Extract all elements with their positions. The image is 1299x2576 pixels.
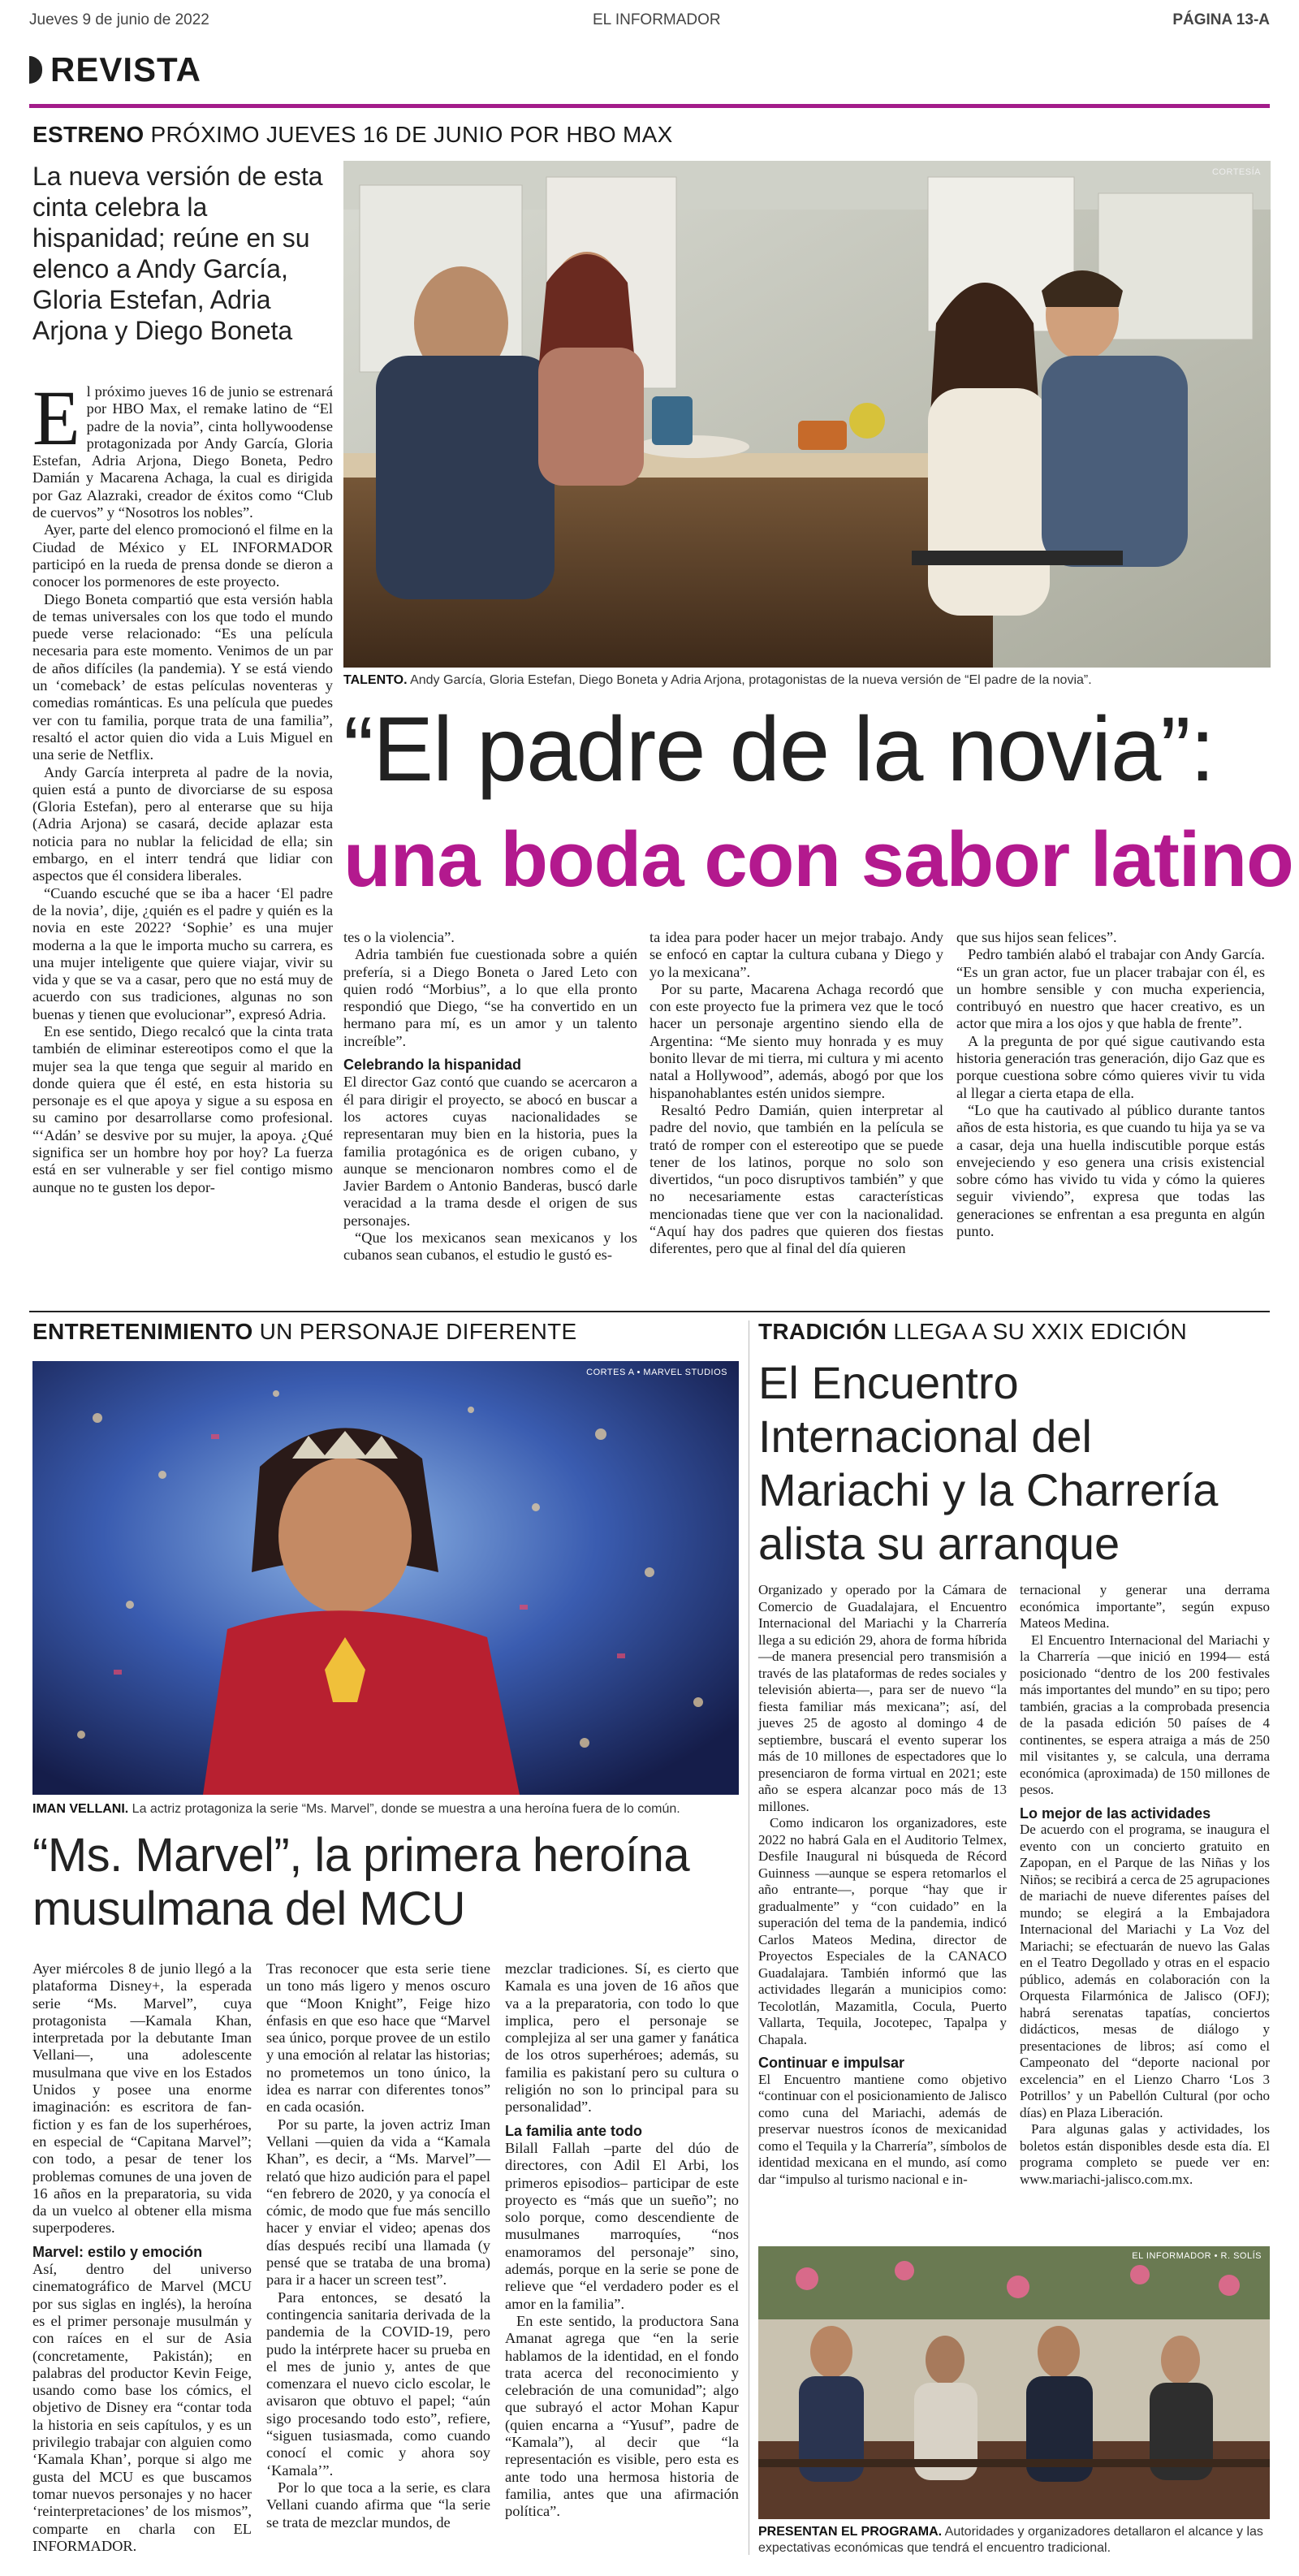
- lead-col4-para-1: Pedro también alabó el trabajar con Andy García. “Es un gran actor, fue un placer trabajar con él, es un hombre sensible y con mucha experiencia, contribuyó en nuestro que hacer creativo, es un actor que mira a los ojos y que habla de frente”.: [956, 946, 1265, 1032]
- lead-column-1: [32, 374, 333, 1196]
- lead-col1-para-5: En ese sentido, Diego recalcó que la cinta trata también de eliminar estereotipos como el que la mujer sea la que tenga que seguir al marido en donde quiera que él esté, en esta historia su personaje es el que apoya y sigue a su esposa en su camino por desarrollarse como profesional. “‘Adán’ se desvive por su mujer, la apoya. ¿Qué significa ser un hombre hoy por hoy? La fuerza está en ser vulnerable y ser fiel contigo mismo aunque no te gusten los depor-: [32, 1022, 333, 1195]
- mariachi-col2-para-1: El Encuentro Internacional del Mariachi y la Charrería —que inició en 1994— está posicionado “dentro de los 200 festivales más importantes del mundo” en su tipo; pero también, gracias a la comprobada presencia de la pasada edición 50 países de 4 continentes, se espera atraiga a más de 250 mil visitantes y, se calcula, una derrama económica (aproximada) de 150 millones de pesos.: [1020, 1632, 1270, 1797]
- marvel-photo-credit: CORTES A • MARVEL STUDIOS: [586, 1368, 727, 1377]
- lead-dropcap: E: [32, 374, 80, 461]
- mariachi-col2b-para-1: Para algunas galas y actividades, los boletos están disponibles desde esta día. El programa completo se puede ver en: www.mariachi-jalisco.com.mx.: [1020, 2121, 1270, 2187]
- lead-photo-caption: [343, 672, 1271, 689]
- marvel-column-2: [266, 1960, 490, 2531]
- mariachi-col1-para-1: Como indicaron los organizadores, este 2022 no habrá Gala en el Auditorio Telmex, Desfile Inaugural ni búsqueda de Récord Guinness —aunque se espera retomarlos el año entrante—, porque “hay que ir gradualmente” y “con cuidado” en la superación del tema de la pandemia, indicó Carlos Mateos Medina, director de Proyectos Especiales de la CANACO Guadalajara. También informó que las actividades llegarán a municipios como: Tecolotlán, Mazamitla, Cocula, Puerto Vallarta, Tequila, Jocotepec, Tapalpa y Chapala.: [758, 1815, 1007, 2047]
- mariachi-photo-credit: EL INFORMADOR • R. SOLÍS: [1132, 2251, 1262, 2261]
- mariachi-col2-para-0: ternacional y generar una derrama económica importante”, según expuso Mateos Medina.: [1020, 1582, 1270, 1631]
- marvel-kicker: [32, 1319, 577, 1345]
- story-divider: [29, 1311, 1270, 1312]
- lead-col2b-para-0: El director Gaz contó que cuando se acercaron a él para dirigir el proyecto, se abocó en buscar a los actores cuyas nacionalidades se representaran muy bien en la historia, pues la familia protagónica es de origen cubano, y aunque se mencionaron nombres como el de Javier Bardem o Antonio Banderas, buscó darle veracidad a la trama desde el origen de sus personajes.: [343, 1074, 637, 1229]
- folio-date: Jueves 9 de junio de 2022: [29, 11, 209, 28]
- marvel-col1-subhead: Marvel: estilo y emoción: [32, 2243, 203, 2260]
- marvel-column-1: [32, 1960, 252, 2555]
- lead-col2-subhead: Celebrando la hispanidad: [343, 1057, 522, 1074]
- marvel-col2-para-1: Por su parte, la joven actriz Iman Vellani —quien da vida a “Kamala Khan”, es decir, a “Ms. Marvel”— relató que hizo audición para el papel “en febrero de 2020, y ya conocía el cómic, de modo que fue más sencillo hacer y enviar el video; apenas dos días después recibí una llamada (y pensé que se trataba de una broma) para ir a hacer un screen test”.: [266, 2116, 490, 2289]
- mariachi-kicker-label: TRADICIÓN: [758, 1319, 887, 1344]
- marvel-kicker-text: UN PERSONAJE DIFERENTE: [259, 1319, 577, 1344]
- marvel-col1-para-0: Ayer miércoles 8 de junio llegó a la plataforma Disney+, la esperada serie “Ms. Marvel”, cuya protagonista —Kamala Khan, interpretada por la debutante Iman Vellani—, una adolescente musulmana que vive en los Estados Unidos y posee una enorme imaginación: es escritora de fan-fiction y es fan de los superhéroes, en especial de “Capitana Marvel”; con todo, a pesar de tener los problemas comunes de una joven de 16 años en la preparatoria, su vida da un vuelco al obtener ella misma superpoderes.: [32, 1960, 252, 2237]
- marvel-photo-caption: [32, 1801, 739, 1817]
- lead-deck: La nueva versión de esta cinta celebra la hispanidad; reúne en su elenco a Andy García, Gloria Estefan, Adria Arjona y Diego Boneta: [32, 162, 323, 345]
- lead-kicker-text: PRÓXIMO JUEVES 16 DE JUNIO POR HBO MAX: [150, 122, 673, 147]
- marvel-col2-para-3: Por lo que toca a la serie, es clara Vellani cuando afirma que “la serie se trata de mezclar mundos, de: [266, 2479, 490, 2531]
- section-header: [29, 47, 201, 93]
- marvel-caption-text: La actriz protagoniza la serie “Ms. Marvel”, donde se muestra a una heroína fuera de lo común.: [132, 1802, 680, 1816]
- marvel-photo-illustration: [32, 1361, 739, 1795]
- mariachi-photo: [758, 2246, 1270, 2519]
- mariachi-column-2: [1020, 1582, 1270, 2188]
- mariachi-photo-caption: [758, 2524, 1270, 2557]
- section-rule: [29, 104, 1270, 108]
- mariachi-caption-text: Autoridades y organizadores detallaron el alcance y las expectativas económicas que tendrá el encuentro tradicional.: [758, 2525, 1263, 2555]
- lead-caption-text: Andy García, Gloria Estefan, Diego Boneta y Adria Arjona, protagonistas de la nueva versión de “El padre de la novia”.: [410, 673, 1092, 687]
- marvel-col3b-para-0: Bilall Fallah –parte del dúo de directores, con Adil El Arbi, los primeros episodios– participar de este proyecto es “más que un sueño”; no solo porque, como descendiente de musulmanes marroquíes, “nos enamoramos del personaje” sino, además, porque en la serie se pone de relieve que “el verdadero poder es el amor en la familia”.: [505, 2139, 739, 2312]
- section-marker-icon: [29, 56, 42, 84]
- marvel-col3-subhead: La familia ante todo: [505, 2122, 643, 2139]
- marvel-col3-para-0: mezclar tradiciones. Sí, es cierto que Kamala es una joven de 16 años que va a la preparatoria, con todo lo que implica, pero el personaje se complejiza al ser una gamer y fanática de los otros superhéroes; además, su familia es pakistaní pero su cultura o religión no son lo principal para su personalidad”.: [505, 1960, 739, 2116]
- mariachi-headline: El Encuentro Internacional del Mariachi y la Charrería alista su arranque: [758, 1357, 1219, 1569]
- lead-col4-para-0: que sus hijos sean felices”.: [956, 929, 1117, 945]
- mariachi-caption-label: PRESENTAN EL PROGRAMA.: [758, 2525, 943, 2539]
- folio-publication: EL INFORMADOR: [593, 11, 721, 28]
- lead-col1-para-1: Ayer, parte del elenco promocionó el filme en la Ciudad de México y EL INFORMADOR participó en la rueda de prensa donde se dieron a conocer los pormenores de este proyecto.: [32, 521, 333, 590]
- lead-col2-para-0: tes o la violencia”.: [343, 929, 455, 945]
- lead-caption-label: TALENTO.: [343, 673, 408, 687]
- lead-col4-para-2: A la pregunta de por qué sigue cautivando esta historia generación tras generación, dijo Gaz que es porque cuestiona sobre cómo quieres vivir tu vida al llegar a cierta etapa de ella.: [956, 1032, 1265, 1101]
- mariachi-column-1: [758, 1582, 1007, 2188]
- lead-col1-para-3: Andy García interpreta al padre de la novia, quien está a punto de divorciarse de su esposa (Gloria Estefan), pero al enterarse que su hija (Adria Arjona) se casará, decide aplazar esta noticia para no nublar la felicidad de ella; sin embargo, en el interr tendrá que lidiar con aspectos que él considera liberales.: [32, 763, 333, 884]
- mariachi-photo-illustration: [758, 2246, 1270, 2519]
- lead-column-3: [650, 929, 943, 1258]
- lead-kicker: [32, 122, 673, 148]
- marvel-caption-label: IMAN VELLANI.: [32, 1802, 129, 1816]
- lead-col3-para-1: Por su parte, Macarena Achaga recordó que con este proyecto fue la primera vez que le tocó hacer un personaje argentino siendo ella de Argentina: “Me siento muy honrada y es muy bonito llevar de mi tierra, mi cultura y mi acento natal a Hollywood”, además, abogó por que los hispanohablantes estén unidos siempre.: [650, 980, 943, 1101]
- marvel-col3b-para-1: En este sentido, la productora Sana Amanat agrega que “en la serie hablamos de la identidad, en el fondo trata acerca del reconocimiento y celebración de una comunidad”; algo que subrayó el actor Mohan Kapur (quien encarna a “Yusuf”, padre de “Kamala”), al decir que “la representación es visible, pero esta es ante todo una hermosa historia de familia, antes que una afirmación política”.: [505, 2312, 739, 2520]
- mariachi-col1-para-0: Organizado y operado por la Cámara de Comercio de Guadalajara, el Encuentro Internacional del Mariachi y la Charrería llega a su edición 29, ahora de forma híbrida —de manera presencial pero transmisión a través de las plataformas de redes sociales y televisión abierta—, para ser de nuevo “la fiesta familiar más mexicana”; así, del jueves 25 de agosto al domingo 4 de septiembre, buscará el evento superar los más de 10 millones de espectadores que lo presenciaron de forma virtual en 2021; este año se espera alcanzar poco más de 13 millones.: [758, 1582, 1007, 1814]
- lead-column-2: [343, 929, 637, 1264]
- marvel-column-3: [505, 1960, 739, 2521]
- lead-col3-para-0: ta idea para poder hacer un mejor trabajo. Andy se enfocó en captar la cultura cubana y Diego y yo la mexicana”.: [650, 929, 943, 980]
- folio-page: PÁGINA 13-A: [1172, 11, 1270, 28]
- marvel-headline: “Ms. Marvel”, la primera heroína musulmana del MCU: [32, 1829, 690, 1935]
- lead-col2-para-1: Adria también fue cuestionada sobre a quién prefería, si a Diego Boneta o Jared Leto con quien rodó “Morbius”, a lo que ella pronto respondió que Diego, “se ha convertido en un hermano para mí, es un amor y un talento increíble”.: [343, 946, 637, 1049]
- lead-col1-para-2: Diego Boneta compartió que esta versión habla de temas universales con los que todo el mundo puede verse relacionado: “Es una película necesaria para este momento. Venimos de un par de años difíciles (la pandemia). Y se está viendo un ‘comeback’ de estas películas noventeras y comedias románticas. Es una película que puedes ver con tu familia, porque trata de una familia”, resaltó el actor quien dio vida a Luis Miguel en una serie de Netflix.: [32, 590, 333, 763]
- lead-photo: [343, 161, 1271, 668]
- marvel-photo: [32, 1361, 739, 1795]
- marvel-col2-para-2: Para entonces, se desató la contingencia sanitaria derivada de la pandemia de la COVID-19, pero pudo la intérprete hacer su prueba en el mes de junio y, antes de que comenzara el nuevo ciclo escolar, le avisaron que obtuvo el papel; “aún sigo procesando todo esto”, refiere, “siguen tusiasmada, como cuando conocí el comic y ahora soy ‘Kamala’”.: [266, 2289, 490, 2479]
- lead-photo-credit: CORTESÍA: [1211, 167, 1261, 177]
- lead-col4-para-3: “Lo que ha cautivado al público durante tantos años de esta historia, es que cuando tu hija ya se va a casar, deja una huella indiscutible porque estás envejeciendo y eso genera una crisis existencial sobre cómo has vivido tu vida y cómo la quieres seguir viviendo”, expresa que todas las generaciones se enfrentan a esa pregunta en algún punto.: [956, 1101, 1265, 1240]
- mariachi-col1-subhead: Continuar e impulsar: [758, 2055, 905, 2071]
- lead-col3-para-2: Resaltó Pedro Damián, quien interpretar al padre del novio, que también en la película se trató de romper con el estereotipo que se puede tener de los latinos, porque no solo son divertidos, “un poco disruptivos también” y que no necesariamente estas características mencionadas tiene que ver con la nacionalidad. “Aquí hay dos padres que quieren dos fiestas diferentes, pero que al final del día quieren: [650, 1101, 943, 1257]
- lead-col1-para-4: “Cuando escuché que se iba a hacer ‘El padre de la novia’, dije, ¿quién es el padre y quién es la novia en este 2022? ‘Sophie’ es una mujer moderna a la que le importa mucho su carrera, es una mujer inteligente que quiere viajar, vivir su vida y que se va a casar, pero que no está muy de acuerdo con sus tradiciones, algunas no son buenas y tienen que evolucionar”, expresó Adria.: [32, 884, 333, 1022]
- mariachi-col1b-para-0: El Encuentro mantiene como objetivo “continuar con el posicionamiento de Jalisco como cuna del Mariachi, además de preservar nuestros íconos de mexicanidad como el Tequila y la Charrería”, símbolos de identidad mexicana en el mundo, así como dar “impulso al turismo nacional e in-: [758, 2071, 1007, 2187]
- mariachi-kicker-text: LLEGA A SU XXIX EDICIÓN: [893, 1319, 1188, 1344]
- marvel-col1b-para-0: Así, dentro del universo cinematográfico de Marvel (MCU por sus siglas en inglés), la heroína es el primer personaje musulmán y con raíces en el sur de Asia (concretamente, Pakistán); en palabras del productor Kevin Feige, usando como base los cómics, el objetivo de Disney era “contar toda la historia en seis capítulos, y es un privilegio trabajar con alguien como ‘Kamala Khan’, porque si algo me gusta del MCU es que buscamos tomar nuevos personajes y no hacer ‘reinterpretaciones’ de los mismos”, comparte en charla con EL INFORMADOR.: [32, 2261, 252, 2554]
- lead-headline-secondary: una boda con sabor latino: [343, 816, 1293, 903]
- lead-col2b-para-1: “Que los mexicanos sean mexicanos y los cubanos sean cubanos, el estudio le gustó es-: [343, 1230, 637, 1264]
- lead-photo-illustration: [343, 161, 1271, 668]
- marvel-col2-para-0: Tras reconocer que esta serie tiene un tono más ligero y menos oscuro que “Moon Knight”, Feige hizo énfasis en que eso hace que “Marvel sea único, porque provee de un estilo y una emoción al relatar las historias; no prometemos un tono único, la idea es narrar con diferentes tonos” en cada ocasión.: [266, 1960, 490, 2116]
- lead-column-4: [956, 929, 1265, 1240]
- lead-col1-para-0: l próximo jueves 16 de junio se estrenará por HBO Max, el remake latino de “El padre de la novia”, cinta hollywoodense protagonizada por Andy García, Gloria Estefan, Adria Arjona, Diego Boneta, Pedro Damián y Macarena Achaga, la cual es dirigida por Gaz Alazraki, creador de éxitos como “Club de cuervos” y “Nosotros los nobles”.: [32, 383, 333, 521]
- lead-headline-primary: “El padre de la novia”:: [343, 698, 1215, 800]
- mariachi-col2b-para-0: De acuerdo con el programa, se inaugura el evento con un concierto gratuito en Zapopan, en el Parque de las Niñas y los Niños; se recibirá a cerca de 25 agrupaciones de mariachi de nueve diferentes países del mundo; se elegirá a la Embajadora Internacional del Mariachi y La Voz del Mariachi; se efectuarán de nuevo las Galas en el Teatro Degollado y otras en el espacio público, además en colaboración con la Orquesta Filarmónica de Jalisco (OFJ); habrá serenatas tapatías, conciertos didácticos, mesas de diálogo y presentaciones de libros; así como el Campeonato del “deporte nacional por excelencia” en el Lienzo Charro ‘Los 3 Potrillos’ y un Pabellón Cultural (por ocho días) en Plaza Liberación.: [1020, 1822, 1270, 2120]
- marvel-kicker-label: ENTRETENIMIENTO: [32, 1319, 253, 1344]
- mariachi-kicker: [758, 1319, 1187, 1345]
- section-name: REVISTA: [50, 50, 201, 89]
- lead-kicker-label: ESTRENO: [32, 122, 145, 147]
- mariachi-col2-subhead: Lo mejor de las actividades: [1020, 1804, 1211, 1822]
